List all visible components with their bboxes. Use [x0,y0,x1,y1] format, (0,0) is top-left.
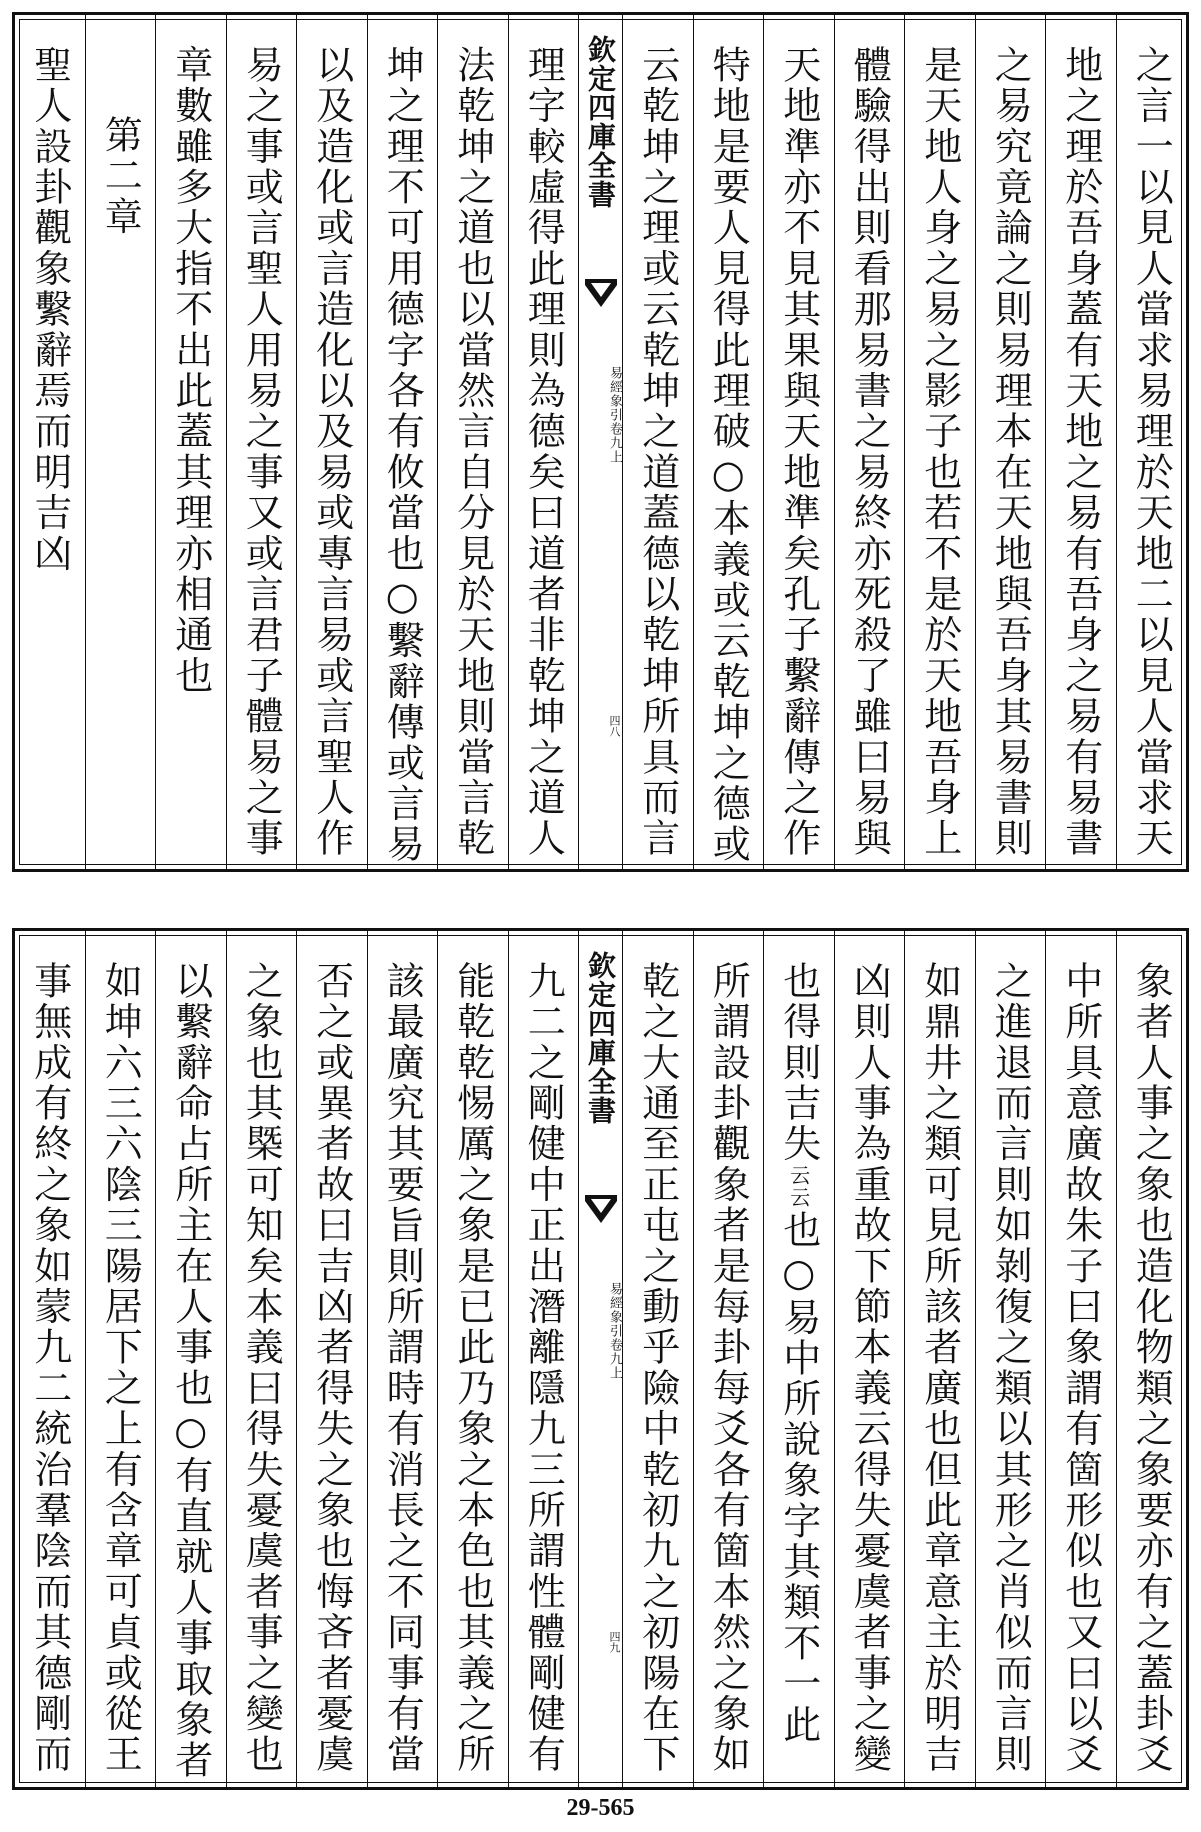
text-column: 凶則人事為重故下節本義云得失憂虞者事之變 [834,931,905,1787]
text-column: 地之理於吾身蓋有天地之易有吾身之易有易書 [1045,15,1116,869]
volume-label: 易經象引 卷九上 [607,366,622,464]
text-column: 之進退而言則如剝復之類以其形之肖似而言則 [975,931,1046,1787]
text-column: 如坤六三六陰三陽居下之上有含章可貞或從王 [85,931,156,1787]
small-gloss: 云 [786,1164,811,1188]
text-column: 事無成有終之象如蒙九二統治羣陰而其德剛而 [27,961,72,1775]
top-page-panel [12,12,1189,872]
text-column: 所謂設卦觀象者是每卦每爻各有箇本然之象如 [693,931,764,1787]
text-column: 聖人設卦觀象繫辭焉而明吉凶 [27,45,72,575]
text-column: 體驗得出則看那易書之易終亦死殺了雖曰易與 [834,15,905,869]
book-title: 欽定四庫全書 [584,35,617,209]
text-column: 是天地人身之易之影子也若不是於天地吾身上 [904,15,975,869]
text-column: 以繫辭命占所主在人事也○有直就人事取象者 [155,931,226,1787]
book-title: 欽定四庫全書 [584,951,617,1125]
center-margin [578,15,622,869]
text-column: 中所具意廣故朱子曰象謂有箇形似也又曰以爻 [1045,931,1116,1787]
text-column: 九二之剛健中正出潛離隱九三所謂性體剛健有 [508,931,579,1787]
small-gloss: 云 [786,1187,811,1210]
volume-label: 易經象引 卷九上 [607,1282,622,1380]
text-column: 之易究竟論之則易理本在天地與吾身其易書則 [975,15,1046,869]
center-margin [578,931,622,1787]
text-column: 如鼎井之類可見所該者廣也但此章意主於明吉 [904,931,975,1787]
text-column: 坤之理不可用德字各有攸當也○繫辭傳或言易 [367,15,438,869]
text-column: 特地是要人見得此理破○本義或云乾坤之德或 [693,15,764,869]
chapter-heading: 第二章 [85,15,156,869]
folio-number: 四九 [608,1631,621,1653]
fish-tail-ornament-icon [583,275,619,311]
text-column: 云乾坤之理或云乾坤之道蓋德以乾坤所具而言 [622,15,693,869]
text-column: 以及造化或言造化以及易或專言易或言聖人作 [296,15,367,869]
text-column: 法乾坤之道也以當然言自分見於天地則當言乾 [437,15,508,869]
text-column: 理字較虛得此理則為德矣曰道者非乾坤之道人 [508,15,579,869]
text-column: 之象也其槩可知矣本義曰得失憂虞者事之變也 [226,931,297,1787]
text-column: 象者人事之象也造化物類之象要亦有之蓋卦爻 [1116,931,1187,1787]
text-column: 也得則吉失 云 云 也○易中所說象字其類不一此 [763,931,834,1787]
text-column: 章數雖多大指不出此蓋其理亦相通也 [155,15,226,869]
text-column: 能乾乾惕厲之象是已此乃象之本色也其義之所 [437,931,508,1787]
text-column: 之言一以見人當求易理於天地二以見人當求天 [1116,15,1187,869]
bottom-page-panel [12,928,1189,1790]
page-number: 29-565 [566,1795,635,1821]
text-column: 乾之大通至正屯之動乎險中乾初九之初陽在下 [622,931,693,1787]
text-column: 天地準亦不見其果與天地準矣孔子繫辭傳之作 [763,15,834,869]
fish-tail-ornament-icon [583,1191,619,1227]
text-column: 易之事或言聖人用易之事又或言君子體易之事 [226,15,297,869]
text-column: 該最廣究其要旨則所謂時有消長之不同事有當 [367,931,438,1787]
text-column: 否之或異者故曰吉凶者得失之象也悔吝者憂虞 [296,931,367,1787]
folio-number: 四八 [608,715,621,737]
